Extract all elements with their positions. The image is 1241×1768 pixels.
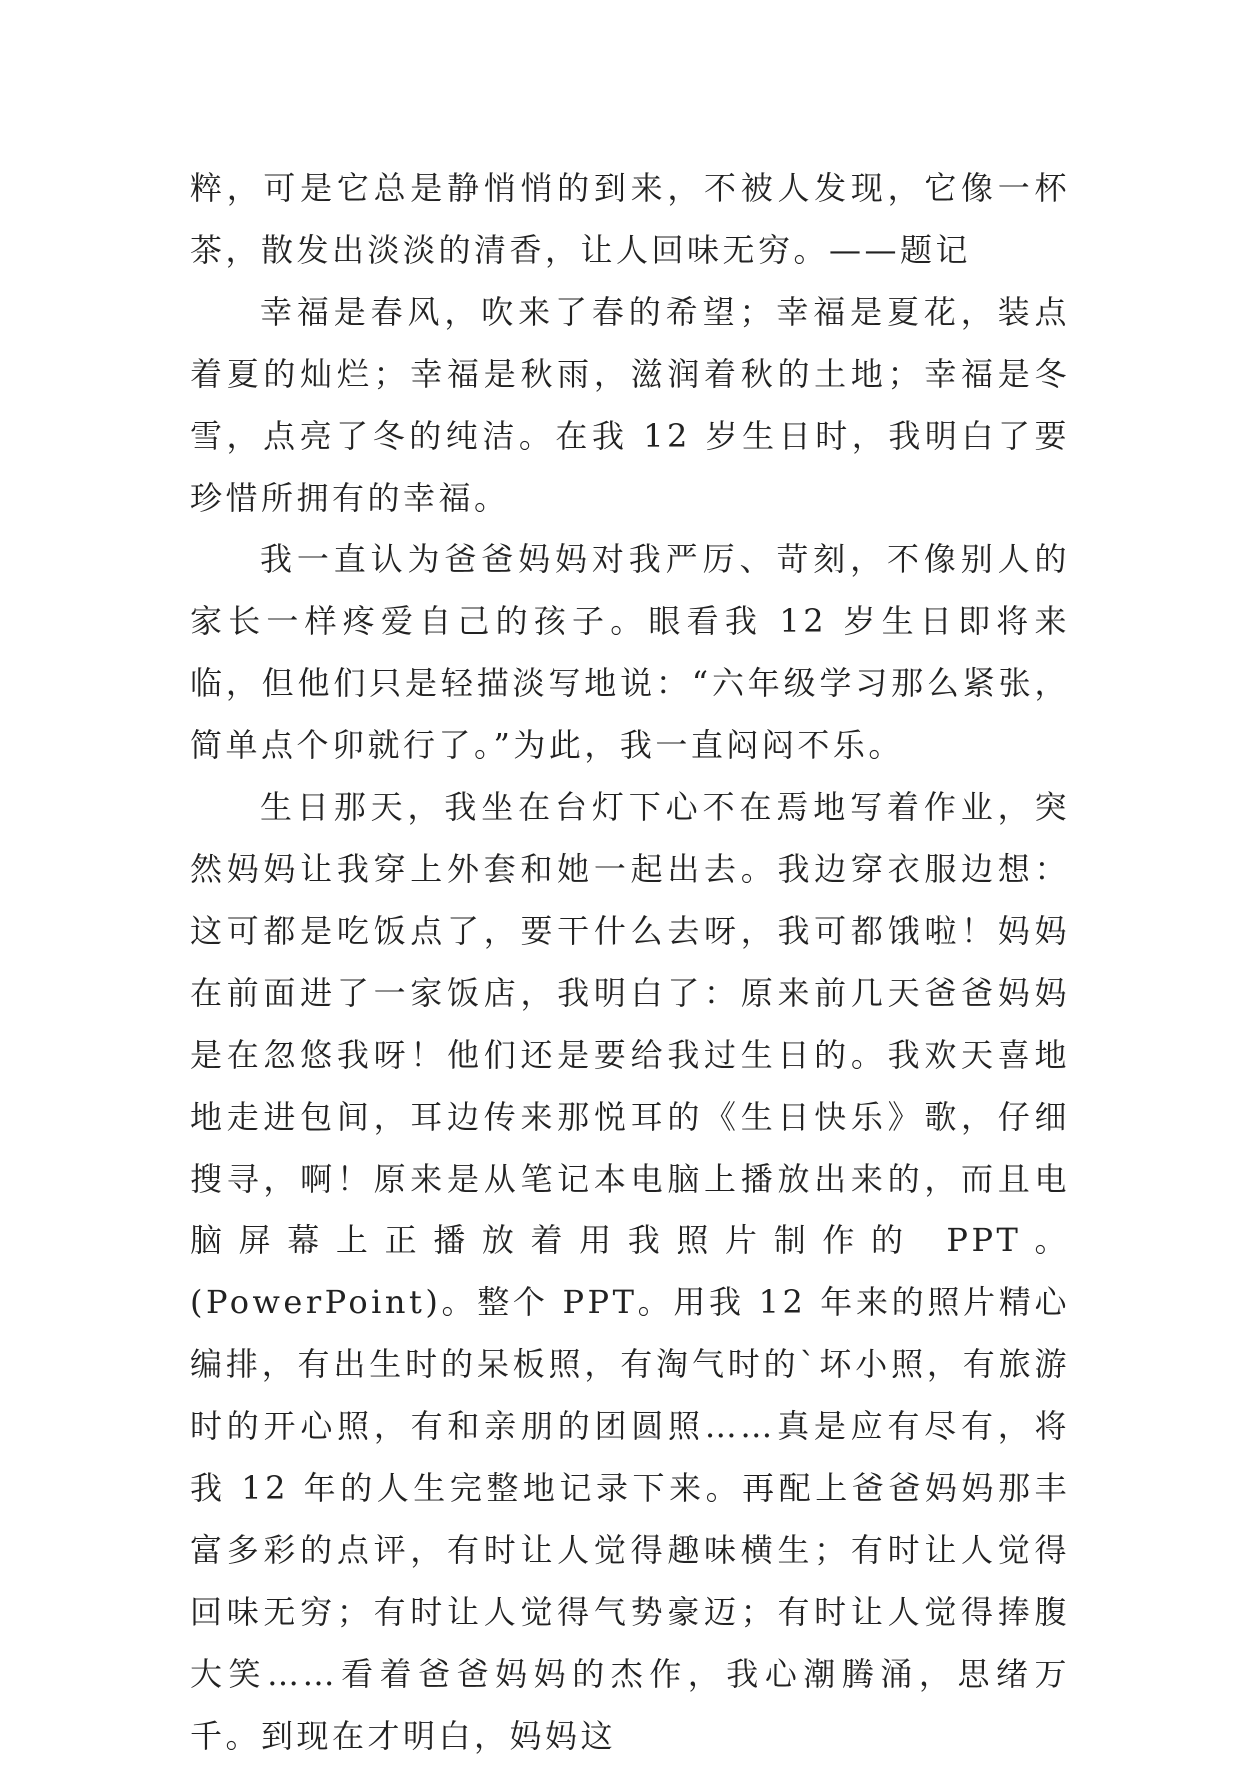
- paragraph-birthday-day: 生日那天，我坐在台灯下心不在焉地写着作业，突然妈妈让我穿上外套和她一起出去。我边穿衣服边想：这可都是吃饭点了，要干什么去呀，我可都饿啦！妈妈在前面进了一家饭店，我明白了：原来前几天爸爸妈妈是在忽悠我呀！他们还是要给我过生日的。我欢天喜地地走进包间，耳边传来那悦耳的《生日快乐》歌，仔细搜寻，啊！原来是从笔记本电脑上播放出来的，而且电脑屏幕上正播放着用我照片制作的 PPT。(PowerPoint)。整个 PPT。用我 12 年来的照片精心编排，有出生时的呆板照，有淘气时的`坏小照，有旅游时的开心照，有和亲朋的团圆照……真是应有尽有，将我 12 年的人生完整地记录下来。再配上爸爸妈妈那丰富多彩的点评，有时让人觉得趣味横生；有时让人觉得回味无穷；有时让人觉得气势豪迈；有时让人觉得捧腹大笑……看着爸爸妈妈的杰作，我心潮腾涌，思绪万千。到现在才明白，妈妈这: [190, 788, 1070, 1755]
- document-body: [190, 158, 1070, 1768]
- paragraph-happiness-seasons: 幸福是春风，吹来了春的希望；幸福是夏花，装点着夏的灿烂；幸福是秋雨，滋润着秋的土地；幸福是冬雪，点亮了冬的纯洁。在我 12 岁生日时，我明白了要珍惜所拥有的幸福。: [190, 292, 1070, 517]
- paragraph-strict-parents: 我一直认为爸爸妈妈对我严厉、苛刻，不像别人的家长一样疼爱自己的孩子。眼看我 12 岁生日即将来临，但他们只是轻描淡写地说：“六年级学习那么紧张，简单点个卯就行了。”为此，我一直闷闷不乐。: [190, 540, 1070, 765]
- paragraph-epigraph-end: 粹，可是它总是静悄悄的到来，不被人发现，它像一杯茶，散发出淡淡的清香，让人回味无穷。——题记: [190, 169, 1070, 269]
